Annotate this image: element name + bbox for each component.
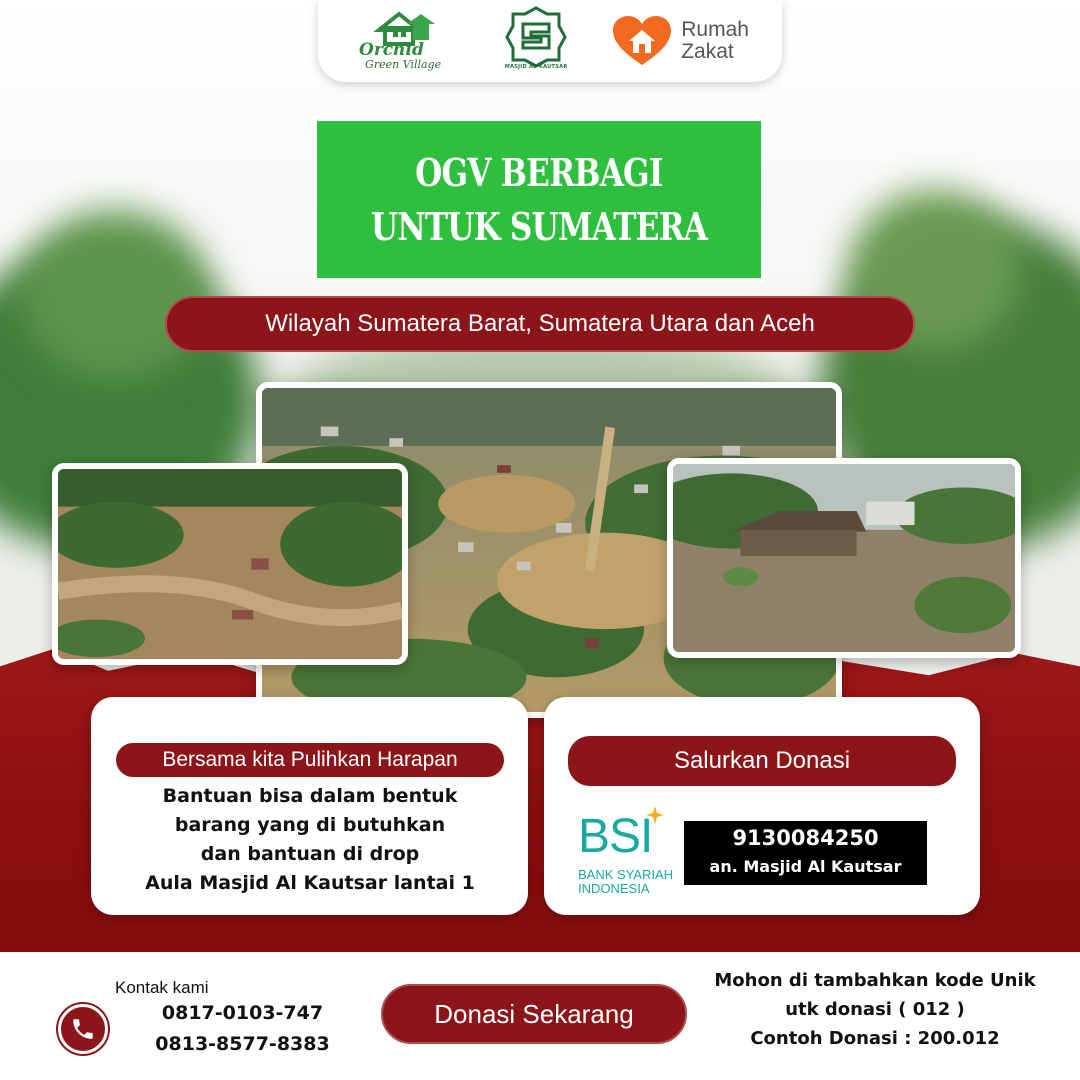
donation-heading-pill: Salurkan Donasi xyxy=(568,736,956,786)
masjid-name-text: MASJID AL-KAUTSAR xyxy=(504,64,568,70)
note-line: utk donasi ( 012 ) xyxy=(785,999,965,1020)
aid-instructions xyxy=(108,782,512,896)
bsi-logo-text: BSI xyxy=(578,810,653,863)
account-box xyxy=(684,821,927,885)
phone-number-1[interactable]: 0817-0103-747 xyxy=(161,1002,324,1024)
bsi-bank-name: BANK SYARIAH xyxy=(578,867,674,882)
note-line: Mohon di tambahkan kode Unik xyxy=(714,970,1036,991)
title-line-1: OGV BERBAGI xyxy=(415,149,663,195)
slogan-pill: Bersama kita Pulihkan Harapan xyxy=(116,743,504,777)
orchid-green-village-logo xyxy=(351,6,461,76)
ogv-brand-text: Orchid xyxy=(359,40,424,60)
flood-photo-left xyxy=(52,463,408,665)
contact-label: Kontak kami xyxy=(115,978,209,997)
masjid-al-kautsar-logo xyxy=(491,6,581,76)
aid-line: Bantuan bisa dalam bentuk xyxy=(162,785,458,807)
note-line: Contoh Donasi : 200.012 xyxy=(750,1028,1000,1049)
bsi-bank-country: INDONESIA xyxy=(578,881,650,896)
rumah-zakat-line1: Rumah xyxy=(681,18,749,41)
aid-line: dan bantuan di drop xyxy=(200,843,420,865)
flood-photo-right xyxy=(667,458,1021,658)
donate-now-button[interactable]: Donasi Sekarang xyxy=(381,984,687,1044)
aid-line: barang yang di butuhkan xyxy=(174,814,446,836)
aid-line: Aula Masjid Al Kautsar lantai 1 xyxy=(145,872,475,894)
rumah-zakat-logo xyxy=(611,15,749,67)
ogv-sub-text: Green Village xyxy=(365,58,442,71)
title-line-2: UNTUK SUMATERA xyxy=(370,203,708,249)
phone-numbers xyxy=(140,998,345,1060)
logo-bar xyxy=(318,0,782,82)
phone-icon[interactable] xyxy=(58,1004,108,1054)
region-banner: Wilayah Sumatera Barat, Sumatera Utara dan Aceh xyxy=(165,296,915,352)
unique-code-note xyxy=(700,966,1050,1072)
rumah-zakat-heart-icon xyxy=(611,15,673,67)
bsi-logo xyxy=(578,806,688,898)
campaign-title-box xyxy=(313,117,765,282)
account-name: an. Masjid Al Kautsar xyxy=(709,857,902,876)
account-number[interactable]: 9130084250 xyxy=(732,826,879,850)
bsi-star-icon xyxy=(646,806,664,824)
phone-number-2[interactable]: 0813-8577-8383 xyxy=(155,1033,330,1055)
rumah-zakat-line2: Zakat xyxy=(681,40,734,63)
